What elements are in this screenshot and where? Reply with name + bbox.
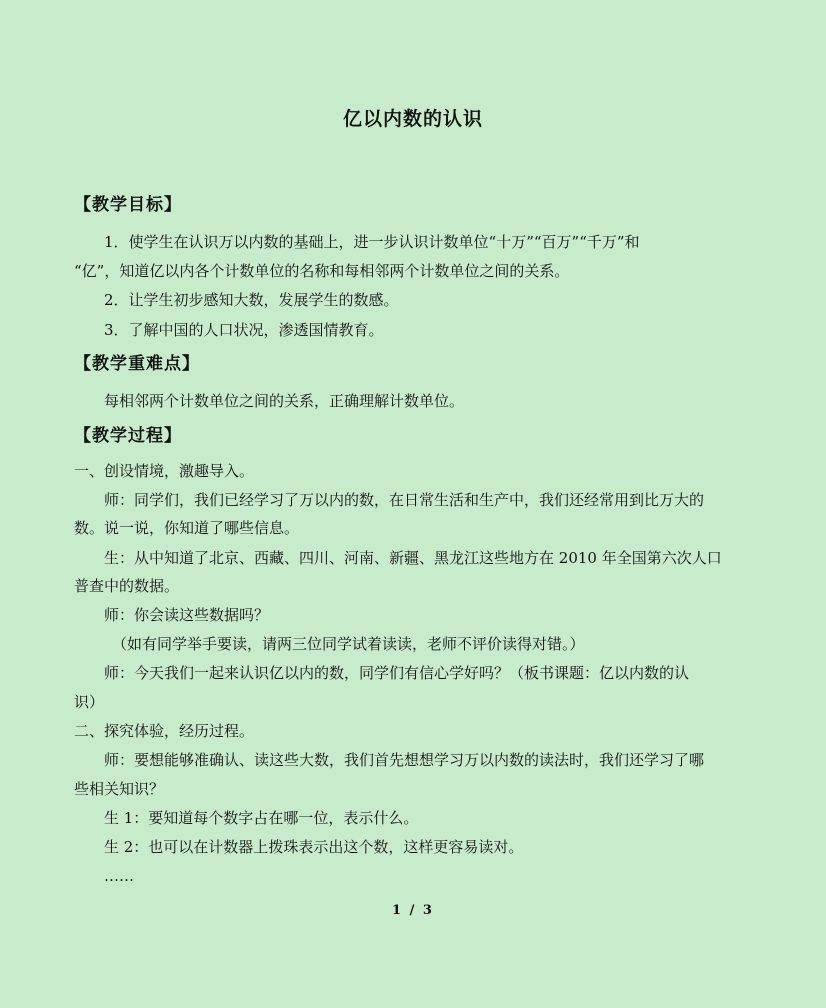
goal-line-2: “亿”，知道亿以内各个计数单位的名称和每相邻两个计数单位之间的关系。 — [74, 262, 570, 280]
process-line-7: （如有同学举手要读，请两三位同学试着读读，老师不评价读得对错。） — [112, 635, 585, 653]
goal-line-3: 2．让学生初步感知大数，发展学生的数感。 — [104, 291, 399, 309]
process-line-6: 师：你会读这些数据吗？ — [104, 606, 270, 624]
key-points-heading: 【教学重难点】 — [74, 354, 200, 374]
process-line-8: 师：今天我们一起来认识亿以内的数，同学们有信心学好吗？（板书课题：亿以内数的认 — [104, 664, 690, 682]
process-line-12: 些相关知识？ — [74, 780, 165, 798]
process-line-11: 师：要想能够准确认、读这些大数，我们首先想想学习万以内数的读法时，我们还学习了哪 — [104, 751, 705, 769]
process-heading: 【教学过程】 — [74, 426, 182, 446]
process-line-14: 生 2：也可以在计数器上拨珠表示出这个数，这样更容易读对。 — [104, 838, 524, 856]
process-line-2: 师：同学们，我们已经学习了万以内的数，在日常生活和生产中，我们还经常用到比万大的 — [104, 491, 705, 509]
goal-line-1: 1．使学生在认识万以内数的基础上，进一步认识计数单位“十万”“百万”“千万”和 — [104, 233, 640, 251]
process-line-1: 一、创设情境，激趣导入。 — [74, 462, 255, 480]
page-indicator: 1 / 3 — [392, 903, 434, 918]
process-line-4: 生：从中知道了北京、西藏、四川、河南、新疆、黑龙江这些地方在 2010 年全国第六次人口 — [104, 549, 722, 567]
process-line-10: 二、探究体验，经历过程。 — [74, 722, 255, 740]
process-line-5: 普查中的数据。 — [74, 577, 180, 595]
key-point-line-1: 每相邻两个计数单位之间的关系，正确理解计数单位。 — [104, 392, 465, 410]
process-line-9: 识） — [74, 693, 105, 711]
process-line-13: 生 1：要知道每个数字占在哪一位，表示什么。 — [104, 809, 419, 827]
page-title: 亿以内数的认识 — [342, 108, 483, 130]
process-line-3: 数。说一说，你知道了哪些信息。 — [74, 519, 300, 537]
goals-heading: 【教学目标】 — [74, 195, 182, 215]
process-line-15: …… — [104, 867, 134, 885]
goal-line-4: 3．了解中国的人口状况，渗透国情教育。 — [104, 321, 384, 339]
